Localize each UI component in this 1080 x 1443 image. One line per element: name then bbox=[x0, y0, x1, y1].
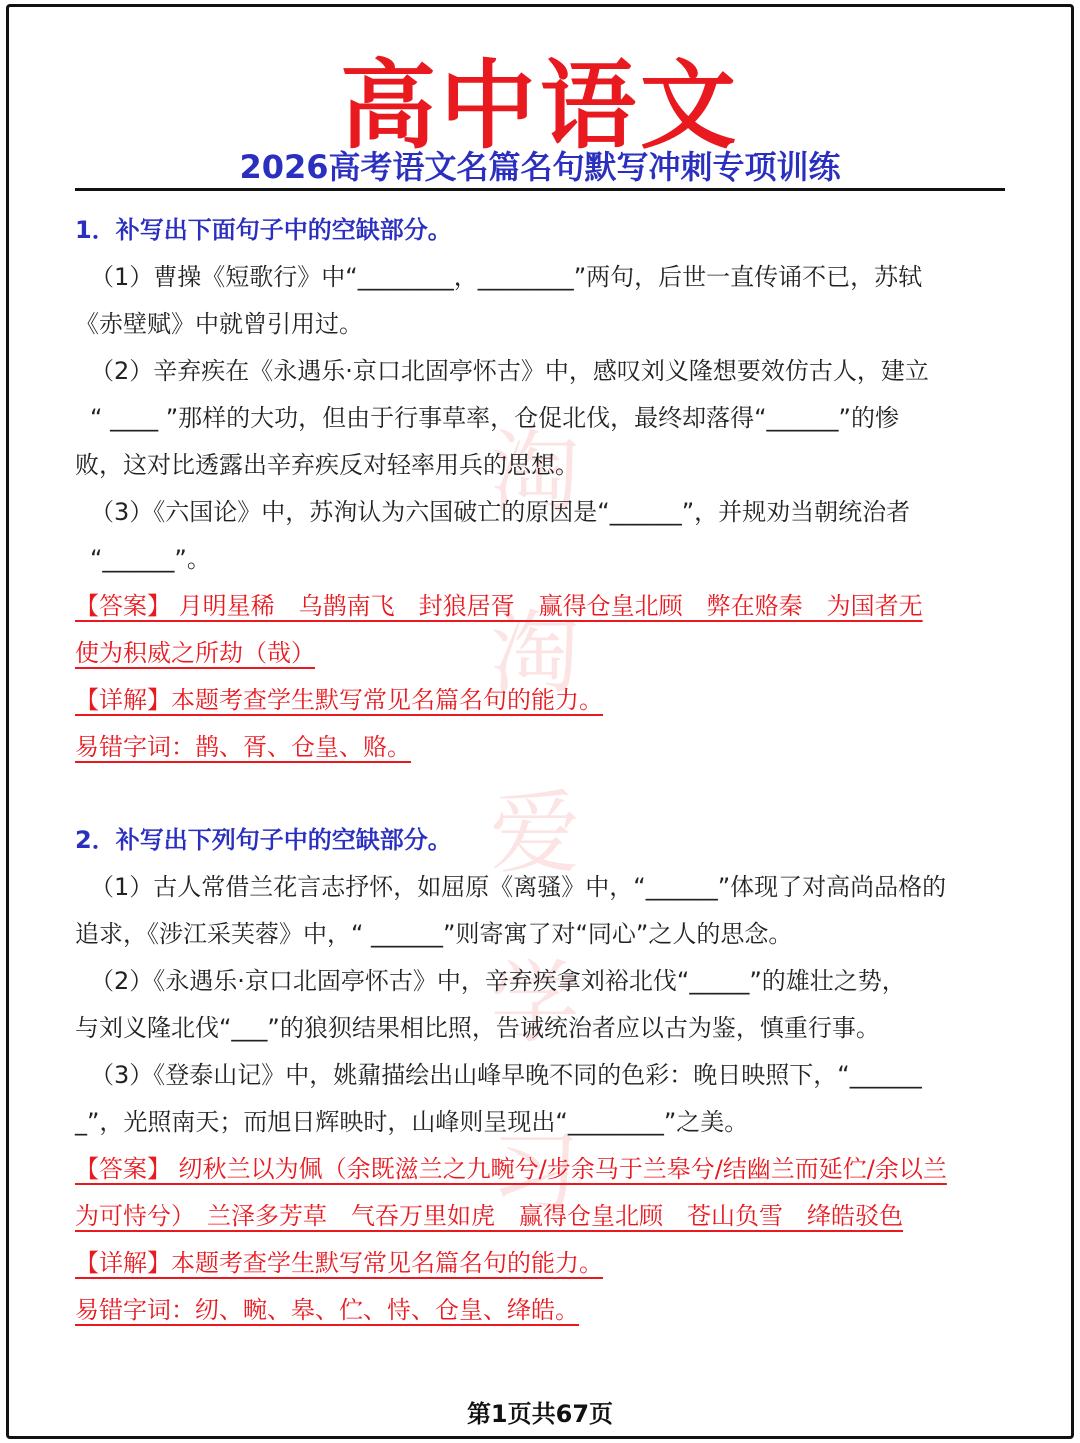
question-text: （3）《登泰山记》中，姚鼐描绘出山峰早晚不同的色彩：晚日映照下，“______ bbox=[90, 1061, 922, 1089]
answer-text: 【答案】 月明星稀 乌鹊南飞 封狼居胥 赢得仓皇北顾 弊在赂秦 为国者无 bbox=[75, 592, 923, 620]
answer-text: 使为积威之所劫（哉） bbox=[75, 639, 315, 667]
question-text: 《赤壁赋》中就曾引用过。 bbox=[75, 310, 363, 338]
title-divider bbox=[75, 188, 1005, 191]
watermark: 爱 bbox=[490, 781, 580, 886]
page-title: 高中语文 bbox=[340, 50, 740, 162]
watermark: 淘 bbox=[490, 421, 580, 526]
watermark: 习 bbox=[490, 1121, 580, 1226]
watermark: 淘 bbox=[490, 601, 580, 706]
question-text: （2）《永遇乐·京口北固亭怀古》中，辛弃疾拿刘裕北伐“_____”的雄壮之势， bbox=[90, 967, 906, 995]
question-text: （2）辛弃疾在《永遇乐·京口北固亭怀古》中，感叹刘义隆想要效仿古人，建立 bbox=[90, 357, 929, 385]
answer-text: 为可恃兮） 兰泽多芳草 气吞万里如虎 赢得仓皇北顾 苍山负雪 绛皓驳色 bbox=[75, 1202, 903, 1230]
explanation-text: 【详解】本题考查学生默写常见名篇名句的能力。 bbox=[75, 686, 603, 714]
watermark: 学 bbox=[490, 951, 580, 1056]
explanation-text: 【详解】本题考查学生默写常见名篇名句的能力。 bbox=[75, 1249, 603, 1277]
answer-text: 【答案】 纫秋兰以为佩（余既滋兰之九畹兮/步余马于兰皋兮/结幽兰而延伫/余以兰 bbox=[75, 1155, 947, 1183]
typo-words-text: 易错字词：鹊、胥、仓皇、赂。 bbox=[75, 733, 411, 761]
question-text: 与刘义隆北伐“___”的狼狈结果相比照，告诫统治者应以古为鉴，慎重行事。 bbox=[75, 1014, 880, 1042]
question-text: _”，光照南天；而旭日辉映时，山峰则呈现出“________”之美。 bbox=[75, 1108, 749, 1136]
question-text: 败，这对比透露出辛弃疾反对轻率用兵的思想。 bbox=[75, 451, 579, 479]
page-number: 第1页共67页 bbox=[466, 1400, 614, 1428]
question-text: “ ____ ”那样的大功，但由于行事草率，仓促北伐，最终却落得“______”的惨 bbox=[90, 404, 899, 432]
question-1-heading: 1．补写出下面句子中的空缺部分。 bbox=[75, 216, 452, 244]
question-2-heading: 2．补写出下列句子中的空缺部分。 bbox=[75, 826, 452, 854]
question-text: （1）古人常借兰花言志抒怀，如屈原《离骚》中，“______”体现了对高尚品格的 bbox=[90, 873, 947, 901]
question-text: “______”。 bbox=[90, 545, 211, 573]
question-text: （3）《六国论》中，苏洵认为六国破亡的原因是“______”，并规劝当朝统治者 bbox=[90, 498, 911, 526]
question-text: （1）曹操《短歌行》中“________，________”两句，后世一直传诵不已，苏轼 bbox=[90, 263, 923, 291]
typo-words-text: 易错字词：纫、畹、皋、伫、恃、仓皇、绛皓。 bbox=[75, 1296, 579, 1324]
question-text: 追求，《涉江采芙蓉》中，“ ______”则寄寓了对“同心”之人的思念。 bbox=[75, 920, 793, 948]
page-subtitle: 2026高考语文名篇名句默写冲刺专项训练 bbox=[239, 148, 841, 186]
